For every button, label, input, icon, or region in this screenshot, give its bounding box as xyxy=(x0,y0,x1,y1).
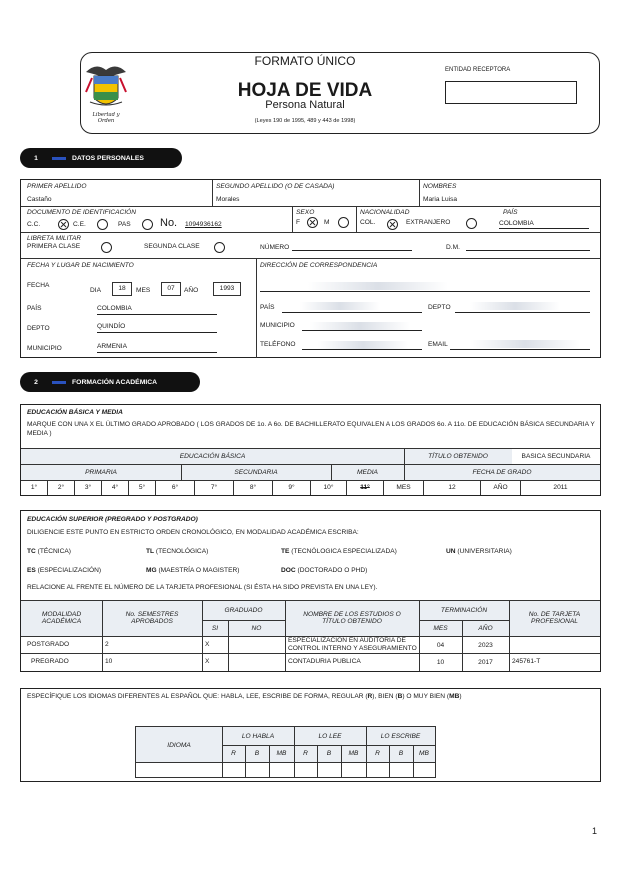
section2-header xyxy=(20,372,200,392)
row1-mes[interactable]: 10 xyxy=(436,659,445,666)
sexo-f-radio[interactable] xyxy=(307,217,318,228)
grade-cell[interactable]: 2° xyxy=(48,480,75,495)
col-nombre: NOMBRE DE LOS ESTUDIOS O TÍTULO OBTENIDO xyxy=(303,611,401,625)
grade-cell[interactable]: 3° xyxy=(75,480,102,495)
col-graduado: GRADUADO xyxy=(224,606,263,614)
grade-cell[interactable]: 8° xyxy=(234,480,273,495)
email-label: EMAIL xyxy=(428,341,448,348)
municipio-nac-value[interactable]: ARMENIA xyxy=(97,343,217,353)
numero-label: NÚMERO xyxy=(260,244,290,251)
habla-r: R xyxy=(231,750,236,757)
col-anio: AÑO xyxy=(478,624,493,632)
row1-modalidad[interactable]: PREGRADO xyxy=(31,658,69,665)
row0-nombre[interactable]: ESPECIALIZACION EN AUDITORIA DE CONTROL INTERNO Y ASEGURAMIENTO xyxy=(288,637,417,652)
section-number: 2 xyxy=(34,378,38,386)
pas-radio[interactable] xyxy=(142,219,153,230)
row1-si[interactable]: X xyxy=(205,658,210,665)
escribe-mb: MB xyxy=(419,750,429,757)
depto-corr-label: DEPTO xyxy=(428,304,451,311)
sexo-f-label: F xyxy=(296,219,301,226)
depto-nac-value[interactable]: QUINDÍO xyxy=(97,323,217,333)
page-subtitle: Persona Natural xyxy=(265,99,345,111)
extranjero-radio[interactable] xyxy=(466,218,477,229)
anio-label: AÑO xyxy=(184,287,199,294)
telefono-field[interactable] xyxy=(302,349,422,350)
segundo-apellido-value[interactable]: Morales xyxy=(216,196,240,203)
educacion-basica-header: EDUCACIÓN BÁSICA xyxy=(179,453,246,460)
legend-doc: DOC (DOCTORADO O PHD) xyxy=(281,567,368,574)
col-no: NO xyxy=(251,624,262,632)
extranjero-label: EXTRANJERO xyxy=(406,219,451,226)
doc-no-label: No. xyxy=(160,217,178,229)
escribe-r: R xyxy=(375,750,380,757)
section-title: FORMACIÓN ACADÉMICA xyxy=(72,378,158,386)
mes-grado-label: MES xyxy=(384,480,424,495)
idioma-header: IDIOMA xyxy=(167,741,191,749)
section-number: 1 xyxy=(34,154,38,162)
direccion-field[interactable] xyxy=(260,291,590,292)
section1-header xyxy=(20,148,182,168)
dm-label: D.M. xyxy=(446,244,460,251)
primera-clase-radio[interactable] xyxy=(101,242,112,253)
lee-mb: MB xyxy=(348,750,359,757)
row1-semestres[interactable]: 10 xyxy=(105,658,113,665)
col-mes: MES xyxy=(433,624,448,632)
col-label: COL. xyxy=(360,219,376,226)
legend-es: ES (ESPECIALIZACIÓN) xyxy=(27,567,102,574)
col-modalidad: MODALIDAD ACADÉMICA xyxy=(41,611,82,625)
direccion-label: DIRECCIÓN DE CORRESPONDENCIA xyxy=(260,262,378,269)
grade-cell[interactable]: 11° xyxy=(347,480,384,495)
segunda-clase-label: SEGUNDA CLASE xyxy=(144,243,200,250)
legend-mg: MG (MAESTRÍA O MAGISTER) xyxy=(146,567,240,574)
primer-apellido-value[interactable]: Castaño xyxy=(27,196,52,203)
col-si: SI xyxy=(211,624,219,632)
nombres-label: NOMBRES xyxy=(423,183,457,190)
legend-te: TE (TECNÓLOGICA ESPECIALIZADA) xyxy=(281,548,397,555)
grades-row xyxy=(21,480,600,495)
lo-escribe-header: LO ESCRIBE xyxy=(380,732,421,740)
nacionalidad-label: NACIONALIDAD xyxy=(360,209,410,216)
ce-label: C.E. xyxy=(73,221,86,228)
ce-radio[interactable] xyxy=(97,219,108,230)
titulo-obtenido-value[interactable]: BASICA SECUNDARIA xyxy=(512,449,600,464)
anio-value[interactable]: 1993 xyxy=(213,282,241,296)
redacted-direccion xyxy=(308,282,448,290)
escribe-b: B xyxy=(398,750,404,757)
segunda-clase-radio[interactable] xyxy=(214,242,225,253)
row0-semestres[interactable]: 2 xyxy=(105,641,109,648)
tarjeta-instructions: RELACIONE AL FRENTE EL NÚMERO DE LA TARJETA PROFESIONAL (SI ÉSTA HA SIDO PREVISTA EN UNA LEY). xyxy=(27,584,378,591)
pais-label: PAÍS xyxy=(503,209,518,216)
depto-corr-field[interactable] xyxy=(455,312,590,313)
superior-title: EDUCACIÓN SUPERIOR (PREGRADO Y POSTGRADO) xyxy=(27,516,198,523)
pais-nac-value[interactable]: COLOMBIA xyxy=(97,305,217,315)
nombres-value[interactable]: Maria Luisa xyxy=(423,196,458,203)
pais-corr-field[interactable] xyxy=(282,312,422,313)
numero-field[interactable] xyxy=(292,250,412,251)
page-number: 1 xyxy=(592,826,598,836)
habla-mb: MB xyxy=(276,750,287,757)
sexo-label: SEXO xyxy=(296,209,315,216)
municipio-corr-label: MUNICIPIO xyxy=(260,322,295,329)
col-radio[interactable] xyxy=(387,219,398,230)
row1-anio[interactable]: 2017 xyxy=(478,659,493,666)
cc-label: C.C. xyxy=(27,221,41,228)
pais-corr-label: PAÍS xyxy=(260,304,275,311)
email-field[interactable] xyxy=(450,349,590,350)
grade-cell[interactable]: 5° xyxy=(129,480,156,495)
pas-label: PAS xyxy=(118,221,131,228)
sexo-m-label: M xyxy=(324,219,330,226)
grade-cell[interactable]: 4° xyxy=(102,480,129,495)
col-semestres: No. SEMESTRES APROBADOS xyxy=(125,611,179,625)
media-header: MEDIA xyxy=(357,469,378,476)
dia-label: DIA xyxy=(90,287,101,294)
fecha-label: FECHA xyxy=(27,282,50,289)
dm-field[interactable] xyxy=(466,250,590,251)
grade-cell[interactable]: 9° xyxy=(273,480,311,495)
grade-cell[interactable]: 10° xyxy=(311,480,347,495)
redacted-pais xyxy=(300,302,380,310)
entidad-label: ENTIDAD RECEPTORA xyxy=(445,67,511,73)
legend-un: UN (UNIVERSITARIA) xyxy=(446,548,512,555)
titulo-obtenido-label: TÍTULO OBTENIDO xyxy=(428,453,488,460)
entidad-field[interactable] xyxy=(445,81,577,104)
redacted-depto xyxy=(470,302,560,310)
primaria-header: PRIMARIA xyxy=(85,469,117,476)
pais-nac-label: PAÍS xyxy=(27,305,42,312)
formato-unico: FORMATO ÚNICO xyxy=(254,54,356,68)
superior-instructions: DILIGENCIE ESTE PUNTO EN ESTRICTO ORDEN CRONOLÓGICO, EN MODALIDAD ACADÉMICA ESCRIBA: xyxy=(27,529,359,536)
segundo-apellido-label: SEGUNDO APELLIDO (O DE CASADA) xyxy=(216,183,335,190)
mes-value[interactable]: 07 xyxy=(161,282,181,296)
anio-grado-value[interactable]: 2011 xyxy=(553,484,568,491)
page-title: HOJA DE VIDA xyxy=(237,80,373,101)
lee-b: B xyxy=(326,750,332,757)
primer-apellido-label: PRIMER APELLIDO xyxy=(27,183,87,190)
primera-clase-label: PRIMERA CLASE xyxy=(27,243,81,250)
pais-value[interactable]: COLOMBIA xyxy=(499,220,589,229)
col-tarjeta: No. DE TARJETA PROFESIONAL xyxy=(528,611,581,625)
municipio-corr-field[interactable] xyxy=(302,330,422,331)
leyes-note: (Leyes 190 de 1995, 489 y 443 de 1998) xyxy=(254,118,356,124)
sexo-m-radio[interactable] xyxy=(338,217,349,228)
fecha-grado-header: FECHA DE GRADO xyxy=(472,469,532,476)
basica-instructions: MARQUE CON UNA X EL ÚLTIMO GRADO APROBADO ( LOS GRADOS DE 1o. A 6o. DE BACHILLERATO EQUIVALEN A LOS GRADOS 6o. A 11o. DE EDUCACIÓN BÁSICA SECUNDARIA Y MEDIA ) xyxy=(27,421,595,437)
basica-table xyxy=(21,448,600,495)
row0-anio[interactable]: 2023 xyxy=(478,641,493,649)
secundaria-header: SECUNDARIA xyxy=(234,469,278,476)
row0-si[interactable]: X xyxy=(205,641,210,648)
legend-tc: TC (TÉCNICA) xyxy=(27,548,71,555)
logo-caption: Libertad y Orden xyxy=(92,112,120,124)
lo-habla-header: LO HABLA xyxy=(241,732,275,740)
row0-mes[interactable]: 04 xyxy=(436,641,445,649)
habla-b: B xyxy=(254,750,260,757)
documento-label: DOCUMENTO DE IDENTIFICACIÓN xyxy=(27,209,137,216)
redacted-email xyxy=(470,340,580,348)
dia-value[interactable]: 18 xyxy=(112,282,132,296)
row1-tarjeta[interactable]: 245761-T xyxy=(512,658,541,665)
lee-r: R xyxy=(303,750,308,757)
row1-nombre[interactable]: CONTADURIA PUBLICA xyxy=(288,658,361,665)
idiomas-instructions: ESPECÍFIQUE LOS IDIOMAS DIFERENTES AL ESPAÑOL QUE: HABLA, LEE, ESCRIBE DE FORMA, REGULAR (R), BIEN (B) O MUY BIEN (MB) xyxy=(27,693,462,700)
grade-cell[interactable]: 6° xyxy=(156,480,195,495)
row0-modalidad[interactable]: POSTGRADO xyxy=(27,641,70,648)
fecha-lugar-label: FECHA Y LUGAR DE NACIMIENTO xyxy=(27,262,134,269)
grade-cell[interactable]: 1° xyxy=(21,480,48,495)
depto-nac-label: DEPTO xyxy=(27,325,50,332)
doc-number-value[interactable]: 1094936162 xyxy=(185,221,222,228)
redacted-municipio xyxy=(310,322,410,330)
lo-lee-header: LO LEE xyxy=(318,732,342,740)
mes-grado-value[interactable]: 12 xyxy=(424,480,481,495)
municipio-nac-label: MUNICIPIO xyxy=(27,345,62,352)
section-title: DATOS PERSONALES xyxy=(72,154,144,162)
libreta-label: LIBRETA MILITAR xyxy=(27,235,82,242)
legend-tl: TL (TECNOLÓGICA) xyxy=(146,548,209,555)
idiomas-table xyxy=(135,726,436,778)
telefono-label: TELÉFONO xyxy=(260,341,296,348)
superior-table xyxy=(21,600,600,671)
col-terminacion: TERMINACIÓN xyxy=(440,606,488,614)
redacted-telefono xyxy=(318,341,408,349)
grade-cell[interactable]: 7° xyxy=(195,480,234,495)
anio-grado-label: AÑO xyxy=(481,480,521,495)
cc-radio[interactable] xyxy=(58,219,69,230)
basica-title: EDUCACIÓN BÁSICA Y MEDIA xyxy=(27,409,123,416)
mes-label: MES xyxy=(136,287,151,294)
